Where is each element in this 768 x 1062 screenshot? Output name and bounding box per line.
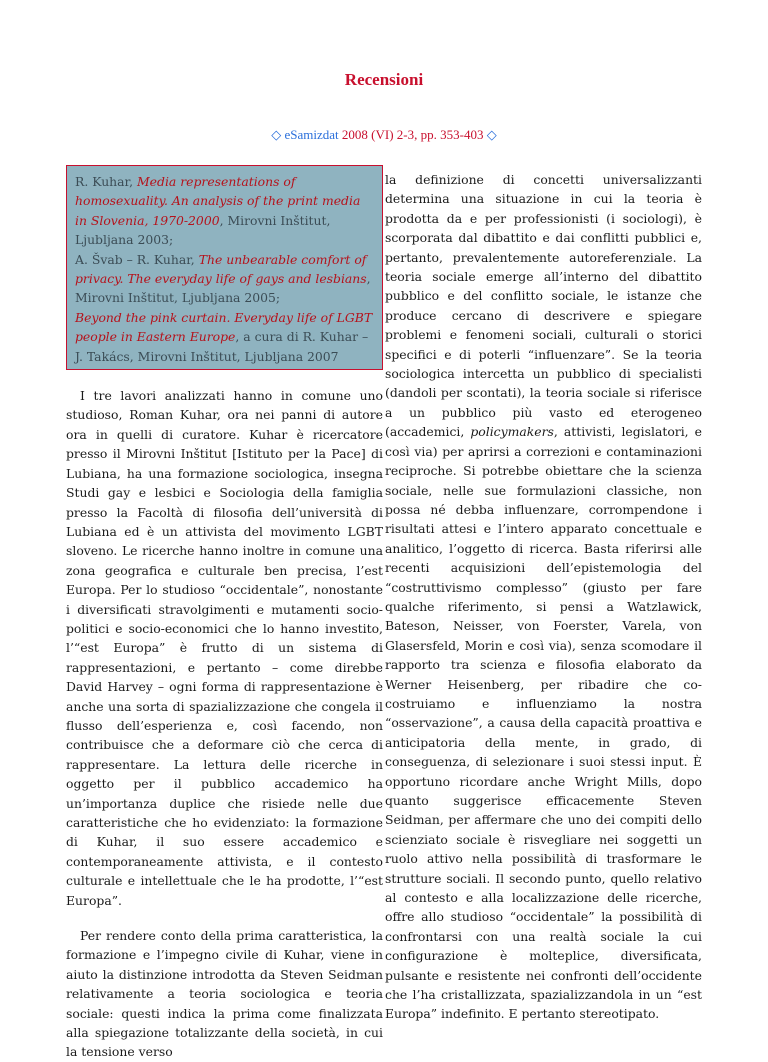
work-title: Media representations of homosexuality. An analysis of the print media in Slovenia, 1970-2000 (75, 174, 361, 228)
body-paragraph (385, 170, 702, 1024)
work-publisher: , Mirovni Inštitut, Ljubljana 2003; (75, 212, 331, 248)
right-column (385, 170, 702, 1024)
journal-issue: (VI) 2-3, pp. 353-403 (371, 127, 484, 142)
work-author: A. Švab – R. Kuhar, (75, 251, 195, 267)
journal-citation (0, 127, 768, 143)
reviewed-work (75, 308, 374, 366)
work-publisher: , Mirovni Inštitut, Ljubljana 2005; (75, 271, 371, 306)
reviewed-work (75, 172, 374, 250)
body-text: , attivisti, legislatori, e così via) per aprirsi a correzioni e contaminazioni reciproche. Si potrebbe obiettare che la scienza sociale, nelle sue formulazioni classiche, non possa né debba influenzare, corrompendone i risultati attesi e l’intero apparato concettuale e analitico, l’oggetto di ricerca. Basta riferirsi alle recenti acquisizioni dell’epistemologia del “costruttivismo complesso” (giusto per fare qualche riferimento, si pensi a Watzlawick, Bateson, Neisser, von Foerster, Varela, von Glasersfeld, Morin e così via), senza scomodare il rapporto tra scienza e filosofia elaborato da Werner Heisenberg, per ribadire che co-costruiamo e influenziamo la nostra “osservazione”, a causa della capacità proattiva e anticipatoria della mente, in grado, di conseguenza, di selezionare i suoi stessi input. È opportuno ricordare anche Wright Mills, dopo quanto suggerisce efficacemente Steven Seidman, per affermare che uno dei compiti dello scienziato sociale è risvegliare nei soggetti un ruolo attivo nella possibilità di trasformare le strutture sociali. Il secondo punto, quello relativo al contesto e alla localizzazione delle ricerche, offre allo studioso “occidentale” la possibilità di confrontarsi con una realtà sociale la cui configurazione è molteplice, diversificata, pulsante e resistente nei confronti dell’occidente che l’ha cristallizzata, spazializzandola in un “est Europa” indefinito. E pertanto stereotipato. (385, 424, 702, 1022)
work-publisher: , a cura di R. Kuhar – J. Takács, Mirovni Inštitut, Ljubljana 2007 (75, 329, 369, 364)
body-paragraph: Per rendere conto della prima caratteristica, la formazione e l’impegno civile di Kuhar, viene in aiuto la distinzione introdotta da Steven Seidman relativamente a teoria sociologica e teoria sociale: questi indica la prima come finalizzata alla spiegazione totalizzante della società, in cui la tensione verso (66, 928, 383, 1060)
diamond-icon: ◇ (486, 127, 497, 142)
left-column (66, 165, 383, 1062)
work-title: Beyond the pink curtain. Everyday life of LGBT people in Eastern Europe (75, 309, 373, 345)
work-title: The unbearable comfort of privacy. The everyday life of gays and lesbians (75, 251, 367, 287)
journal-name: eSamizdat (284, 127, 339, 142)
body-text-emphasis: policymakers (470, 424, 554, 440)
body-paragraph: I tre lavori analizzati hanno in comune uno studioso, Roman Kuhar, ora nei panni di autore ora in quelli di curatore. Kuhar è ricercatore presso il Mirovni Inštitut [Istituto per la Pace] di Lubiana, ha una formazione sociologica, insegna Studi gay e lesbici e Sociologia della famiglia presso la Facoltà di filosofia dell’università di Lubiana ed è un attivista del movimento LGBT sloveno. Le ricerche hanno inoltre in comune una zona geografica e culturale ben precisa, l’est Europa. Per lo studioso “occidentale”, nonostante i diversificati stravolgimenti e mutamenti socio-politici e socio-economici che lo hanno investito, l’“est Europa” è frutto di un sistema di rappresentazioni, e pertanto – come direbbe David Harvey – ogni forma di rappresentazione è anche una sorta di spazializzazione che congela il flusso dell’esperienza e, così facendo, non contribuisce che a deformare ciò che cerca di rappresentare. La lettura delle ricerche in oggetto per il pubblico accademico ha un’importanza duplice che risiede nelle due caratteristiche che ho evidenziato: la formazione di Kuhar, il suo essere accademico e contemporaneamente attivista, e il contesto culturale e intellettuale che le ha prodotte, l’“est Europa”. (66, 388, 383, 908)
reviewed-work (75, 250, 374, 308)
journal-year: 2008 (341, 127, 368, 142)
reviewed-works-box (66, 165, 383, 370)
body-text: la definizione di concetti universalizzanti determina una situazione in cui la teoria è prodotta da e per professionisti (i sociologi), è scorporata dal dibattito e dai conflitti pubblici e, pertanto, prevalentemente autoreferenziale. La teoria sociale emerge all’interno del dibattito pubblico e del conflitto sociale, le istanze che produce cercano di descrivere e spiegare problemi e fenomeni sociali, culturali o storici specifici e di poterli “influenzare”. Se la teoria sociologica intercetta un pubblico di specialisti (dandoli per scontati), la teoria sociale si riferisce a un pubblico più vasto ed eterogeneo (accademici, (385, 172, 702, 440)
work-author: R. Kuhar, (75, 174, 134, 189)
page-title: Recensioni (344, 70, 424, 89)
diamond-icon: ◇ (271, 127, 282, 142)
